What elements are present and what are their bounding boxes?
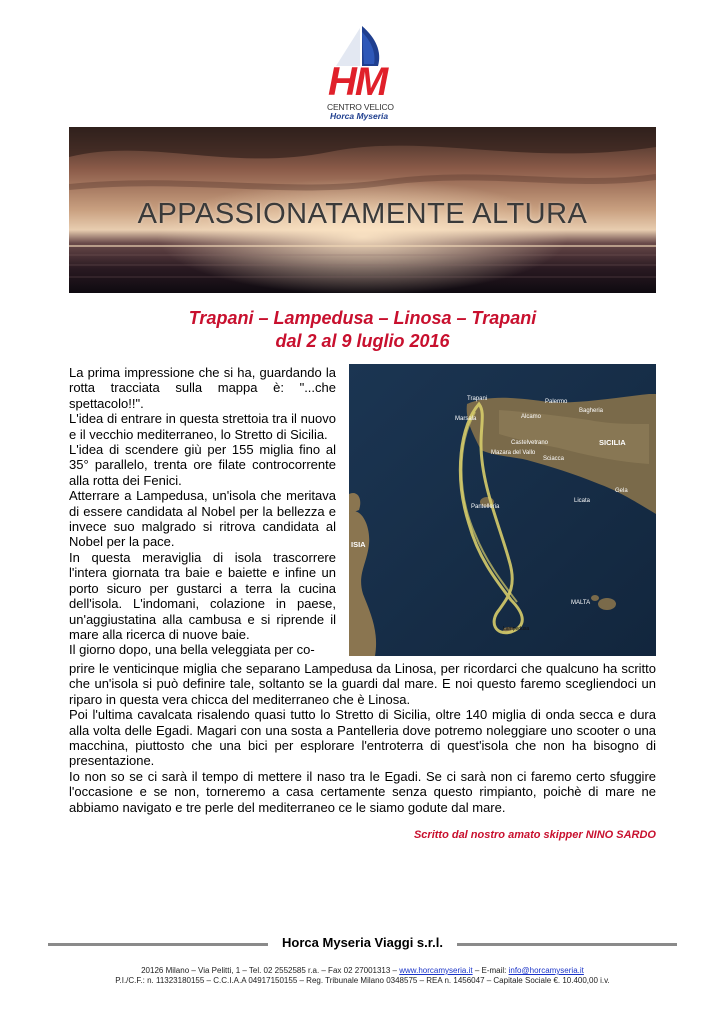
route-map [349,364,656,656]
map-label-palermo: Palermo [545,399,568,405]
route-heading: Trapani – Lampedusa – Linosa – Trapani [188,308,537,328]
paragraph: La prima impressione che si ha, guardando la rotta tracciata sulla mappa è: "...che spettacolo!!". [69,365,336,411]
map-label-tunisia: ISIA [351,540,366,549]
paragraph: Io non so se ci sarà il tempo di mettere il naso tra le Egadi. Se ci sarà non ci faremo certo sfuggire l'occasione e se non, torneremo a casa certamente senza questo rimpianto, poichè di mare ne abbiamo navigato e tre perle del mediterraneo ce le siamo godute dal mare. [69,768,656,815]
map-label-gela: Gela [615,488,628,494]
map-label-pantelleria: Pantelleria [471,504,500,510]
map-label-trapani: Trapani [467,396,488,402]
map-label-marsala: Marsala [455,416,477,422]
map-label-mazara: Mazara del Vallo [491,450,536,456]
map-label-castelvetrano: Castelvetrano [511,440,549,446]
logo-mark: HM [328,60,387,104]
footer-address: 20126 Milano – Via Pelitti, 1 – Tel. 02 2552585 r.a. – Fax 02 27001313 – [141,966,400,975]
email-link[interactable]: info@horcamyseria.it [508,966,584,975]
company-logo [326,26,398,121]
sunset-banner [69,127,656,293]
logo-line1: CENTRO VELICO [327,102,394,112]
footer-email-label: – E-mail: [472,966,509,975]
company-name: Horca Myseria Viaggi s.r.l. [282,935,443,950]
logo-line2: Horca Myseria [330,111,389,121]
banner-title: APPASSIONATAMENTE ALTURA [137,198,588,230]
paragraph: L'idea di entrare in questa strettoia tra il nuovo e il vecchio mediterraneo, lo Stretto di Sicilia. [69,411,336,442]
main-text [69,661,656,815]
website-link[interactable]: www.horcamyseria.it [399,966,473,975]
paragraph: L'idea di scendere giù per 155 miglia fino al 35° parallelo, trenta ore filate controcorrente alla rotta dei Fenici. [69,442,336,488]
map-label-sicilia: SICILIA [599,438,626,447]
paragraph: Il giorno dopo, una bella veleggiata per co- [69,642,315,658]
intro-column [69,365,336,658]
map-label-bagheria: Bagheria [579,408,604,414]
paragraph: In questa meraviglia di isola trascorrere l'intera giornata tra baie e baiette e infine un porto sicuro per gustarci a terra la cucina dell'isola. L'indomani, colazione in paese, un'aggiustatina alla cambusa e si riprende il mare alla ricerca di nuove baie. [69,549,336,642]
dates-heading: dal 2 al 9 luglio 2016 [275,331,450,351]
footer-legal: P.I./C.F.: n. 11323180155 – C.C.I.A.A 04917150155 – Reg. Tribunale Milano 0348575 – REA n. 1456047 – Capitale Sociale €. 10.400,00 i.v. [115,976,610,985]
paragraph: Atterrare a Lampedusa, un'isola che meritava di essere candidata al Nobel per la bellezza e invece suo malgrado si ritrova candidata al Nobel per la pace. [69,488,336,550]
map-label-lampedusa: Lampedusa [503,626,530,632]
map-label-licata: Licata [574,498,591,504]
map-label-sciacca: Sciacca [543,456,565,462]
author-signature: Scritto dal nostro amato skipper NINO SARDO [413,829,656,841]
map-image [349,364,656,656]
map-label-malta: MALTA [571,600,591,606]
paragraph: prire le venticinque miglia che separano Lampedusa da Linosa, per ricordarci che qualcuno ha scritto che un'isola si può definire tale, soltanto se la guardi dal mare. E noi questo faremo scegliendoci un riparo in questa vera chicca del mediterraneo che è Linosa. [69,661,656,707]
map-label-alcamo: Alcamo [521,414,542,420]
footer-address-line [0,966,725,976]
paragraph: Poi l'ultima cavalcata risalendo quasi tutto lo Stretto di Sicilia, oltre 140 miglia di onda secca e dura alla volta delle Egadi. Magari con una sosta a Pantelleria dove potremo noleggiare uno scooter o una macchina, piuttosto che una bici per esplorare l'entroterra di quest'isola che non ha bisogno di presentazione. [69,707,656,769]
